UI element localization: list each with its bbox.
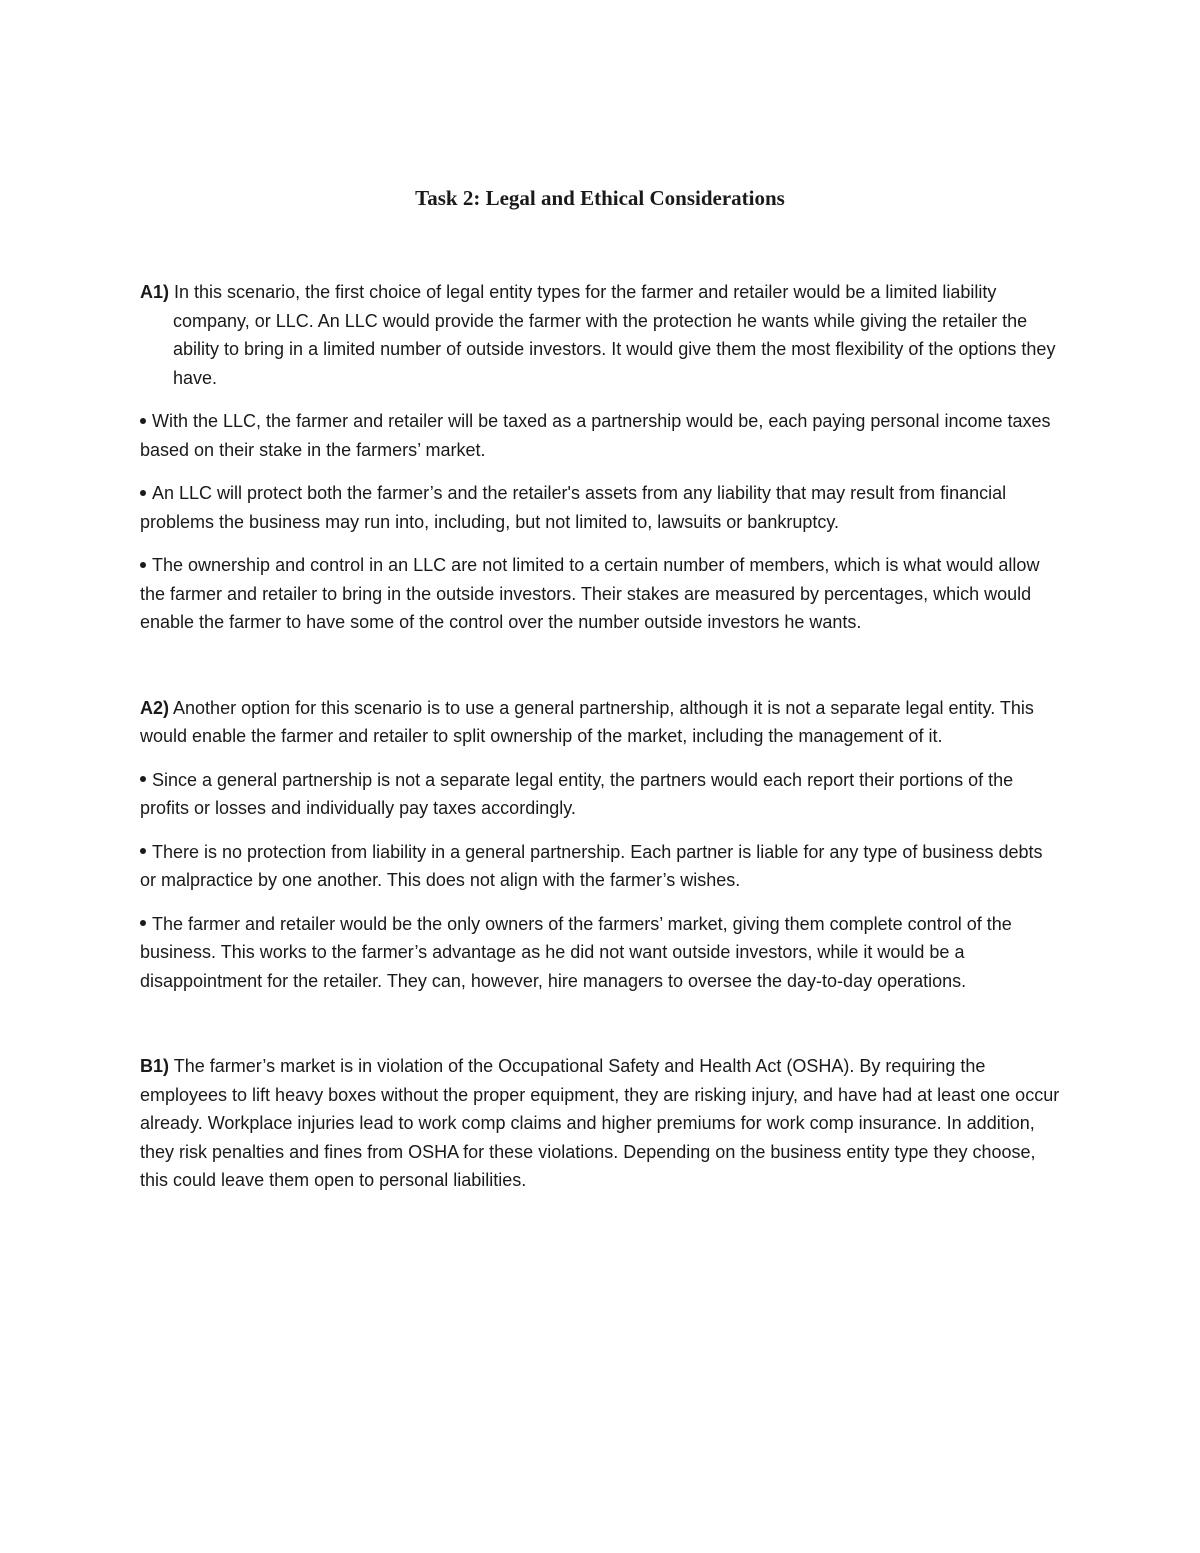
bullet-text: Since a general partnership is not a separate legal entity, the partners would each report their portions of the profits or losses and individually pay taxes accordingly.: [140, 769, 1014, 818]
section-a2-bullet: [140, 838, 1060, 895]
section-a2-paragraph: [140, 694, 1060, 751]
bullet-icon: [140, 490, 146, 496]
bullet-icon: [140, 418, 146, 424]
document-body: [140, 278, 1060, 1195]
section-a2-bullet: [140, 910, 1060, 996]
bullet-text: An LLC will protect both the farmer’s and the retailer's assets from any liability that may result from financial problems the business may run into, including, but not limited to, lawsuits or bankruptcy.: [140, 483, 1007, 532]
section-b1-paragraph: [140, 1052, 1060, 1195]
section-b1-label: B1): [140, 1056, 170, 1076]
bullet-icon: [140, 562, 146, 568]
section-a2-text: Another option for this scenario is to use a general partnership, although it is not a separate legal entity. This would enable the farmer and retailer to split ownership of the market, including the management of it.: [140, 697, 1034, 746]
section-a2-bullet: [140, 766, 1060, 823]
section-a1-bullet: [140, 551, 1060, 637]
section-a1-label: A1): [140, 282, 170, 302]
section-b1-text: The farmer’s market is in violation of the Occupational Safety and Health Act (OSHA). By requiring the employees to lift heavy boxes without the proper equipment, they are risking injury, and have had at least one occur already. Workplace injuries lead to work comp claims and higher premiums for work comp insurance. In addition, they risk penalties and fines from OSHA for these violations. Depending on the business entity type they choose, this could leave them open to personal liabilities.: [140, 1056, 1060, 1190]
section-a2-label: A2): [140, 697, 170, 718]
section-a1-text: In this scenario, the first choice of legal entity types for the farmer and retailer would be a limited liability company, or LLC. An LLC would provide the farmer with the protection he wants while giving the retailer the ability to bring in a limited number of outside investors. It would give them the most flexibility of the options they have.: [173, 282, 1056, 388]
bullet-text: There is no protection from liability in a general partnership. Each partner is liable for any type of business debts or malpractice by one another. This does not align with the farmer’s wishes.: [140, 841, 1043, 890]
bullet-text: The farmer and retailer would be the only owners of the farmers’ market, giving them complete control of the business. This works to the farmer’s advantage as he did not want outside investors, while it would be a disappointment for the retailer. They can, however, hire managers to oversee the day-to-day operations.: [140, 913, 1012, 991]
section-a1-bullet: [140, 407, 1060, 464]
bullet-icon: [140, 848, 146, 854]
section-a1-bullet: [140, 479, 1060, 536]
document-title: Task 2: Legal and Ethical Considerations: [415, 186, 785, 210]
bullet-text: With the LLC, the farmer and retailer will be taxed as a partnership would be, each paying personal income taxes based on their stake in the farmers’ market.: [140, 411, 1051, 460]
bullet-icon: [140, 776, 146, 782]
bullet-text: The ownership and control in an LLC are not limited to a certain number of members, which is what would allow the farmer and retailer to bring in the outside investors. Their stakes are measured by percentages, which would enable the farmer to have some of the control over the number outside investors he wants.: [140, 555, 1040, 632]
section-a1-paragraph: [140, 278, 1060, 392]
bullet-icon: [140, 920, 146, 926]
